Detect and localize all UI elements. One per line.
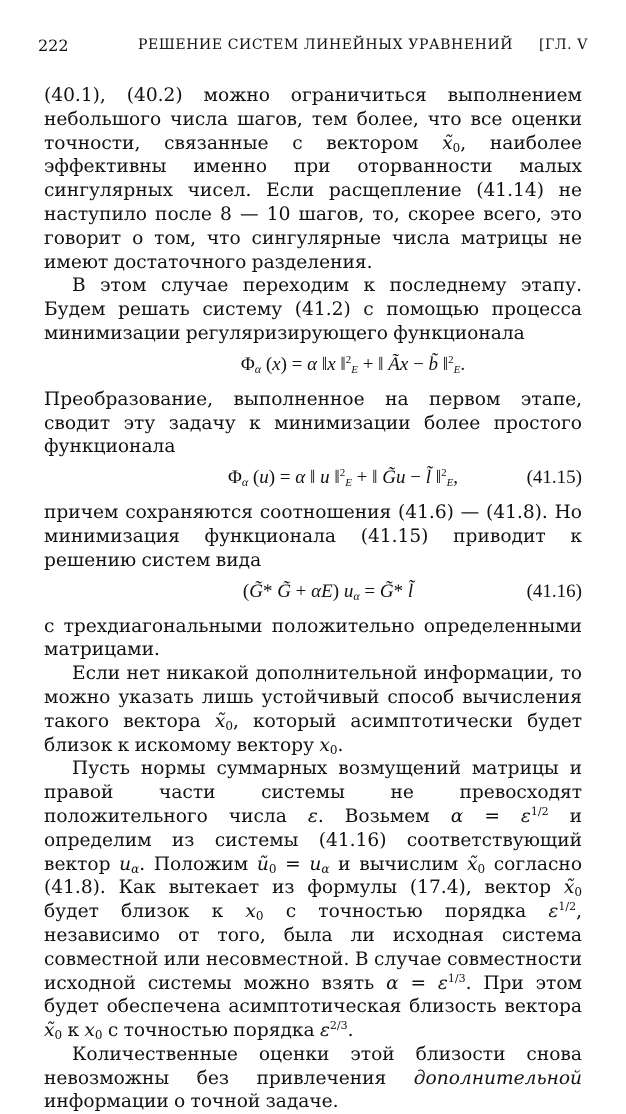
paragraph-7: Пусть нормы суммарных возмущений матрицы и правой части системы не превосходят положительного числа ε. Возьмем $\alpha = \varepsilon^{1/2}$ и определим из системы (41.16) соответствующий вектор $u_\alpha$. Положим $ũ_0 = u_\alpha$ и вычислим $x̃_0$ согласно (41.8). Как вытекает из формулы (17.4), вектор $x̃_0$ будет близок к $x_0$ с точностью порядка $\varepsilon^{1/2}$, независимо от того, была ли исходная система совместной или несовместной. В случае совместности исходной системы можно взять $\alpha = \varepsilon^{1/3}$. При этом будет обеспечена асимптотическая близость вектора $x̃_0$ к $x_0$ с точностью порядка $\varepsilon^{2/3}$. [44,758,583,1043]
equation-number-41-15: (41.15) [526,467,582,489]
paragraph-4: причем сохраняются соотношения (41.6) — (41.8). Но минимизация функционала (41.15) приводит к решению систем вида [44,502,582,571]
running-title: РЕШЕНИЕ СИСТЕМ ЛИНЕЙНЫХ УРАВНЕНИЙ [138,37,514,53]
paragraph-5: с трехдиагональными положительно определенными матрицами. [44,615,582,661]
paragraph-1: (40.1), (40.2) можно ограничиться выполнением небольшого числа шагов, тем более, что все оценки точности, связанные с вектором $x̃_0$, наиболее эффективны именно при оторванности малых сингулярных чисел. Если расщепление (41.14) не наступило после 8 — 10 шагов, то, скорее всего, это говорит о том, что сингулярные числа матрицы не имеют достаточного разделения. [44,85,582,273]
equation-number-41-16: (41.16) [526,580,582,602]
page-number: 222 [38,36,69,55]
paragraph-8: Количественные оценки этой близости снова невозможны без привлечения дополнительной информации о точной задаче. [44,1043,582,1113]
page-header [38,36,588,60]
page-body [44,84,582,1114]
paragraph-2: В этом случае переходим к последнему этапу. Будем решать систему (41.2) с помощью процесса минимизации регуляризирующего функционала [44,275,582,344]
paragraph-6: Если нет никакой дополнительной информации, то можно указать лишь устойчивый способ вычисления такого вектора $x̃_0$, который асимптотически будет близок к искомому вектору $x_0$. [44,663,582,757]
formula-functional-x: $\Phi_\alpha$ (x) = α ‖x ‖$^2_E$ + ‖ Ãx − b̃ ‖$^2_E$. [240,353,466,376]
chapter-label: [ГЛ. V [538,37,588,53]
formula-41-15: $\Phi_\alpha$ (u) = α ‖ u ‖$^2_E$ + ‖ G̃u − l̃ ‖$^2_E$, (41.15) [227,467,582,490]
formula-41-16: (G̃* G̃ + αE) $u_\alpha$ = G̃* l̃ (41.16) [242,580,582,603]
paragraph-3: Преобразование, выполненное на первом этапе, сводит эту задачу к минимизации более простого функционала [44,388,582,458]
